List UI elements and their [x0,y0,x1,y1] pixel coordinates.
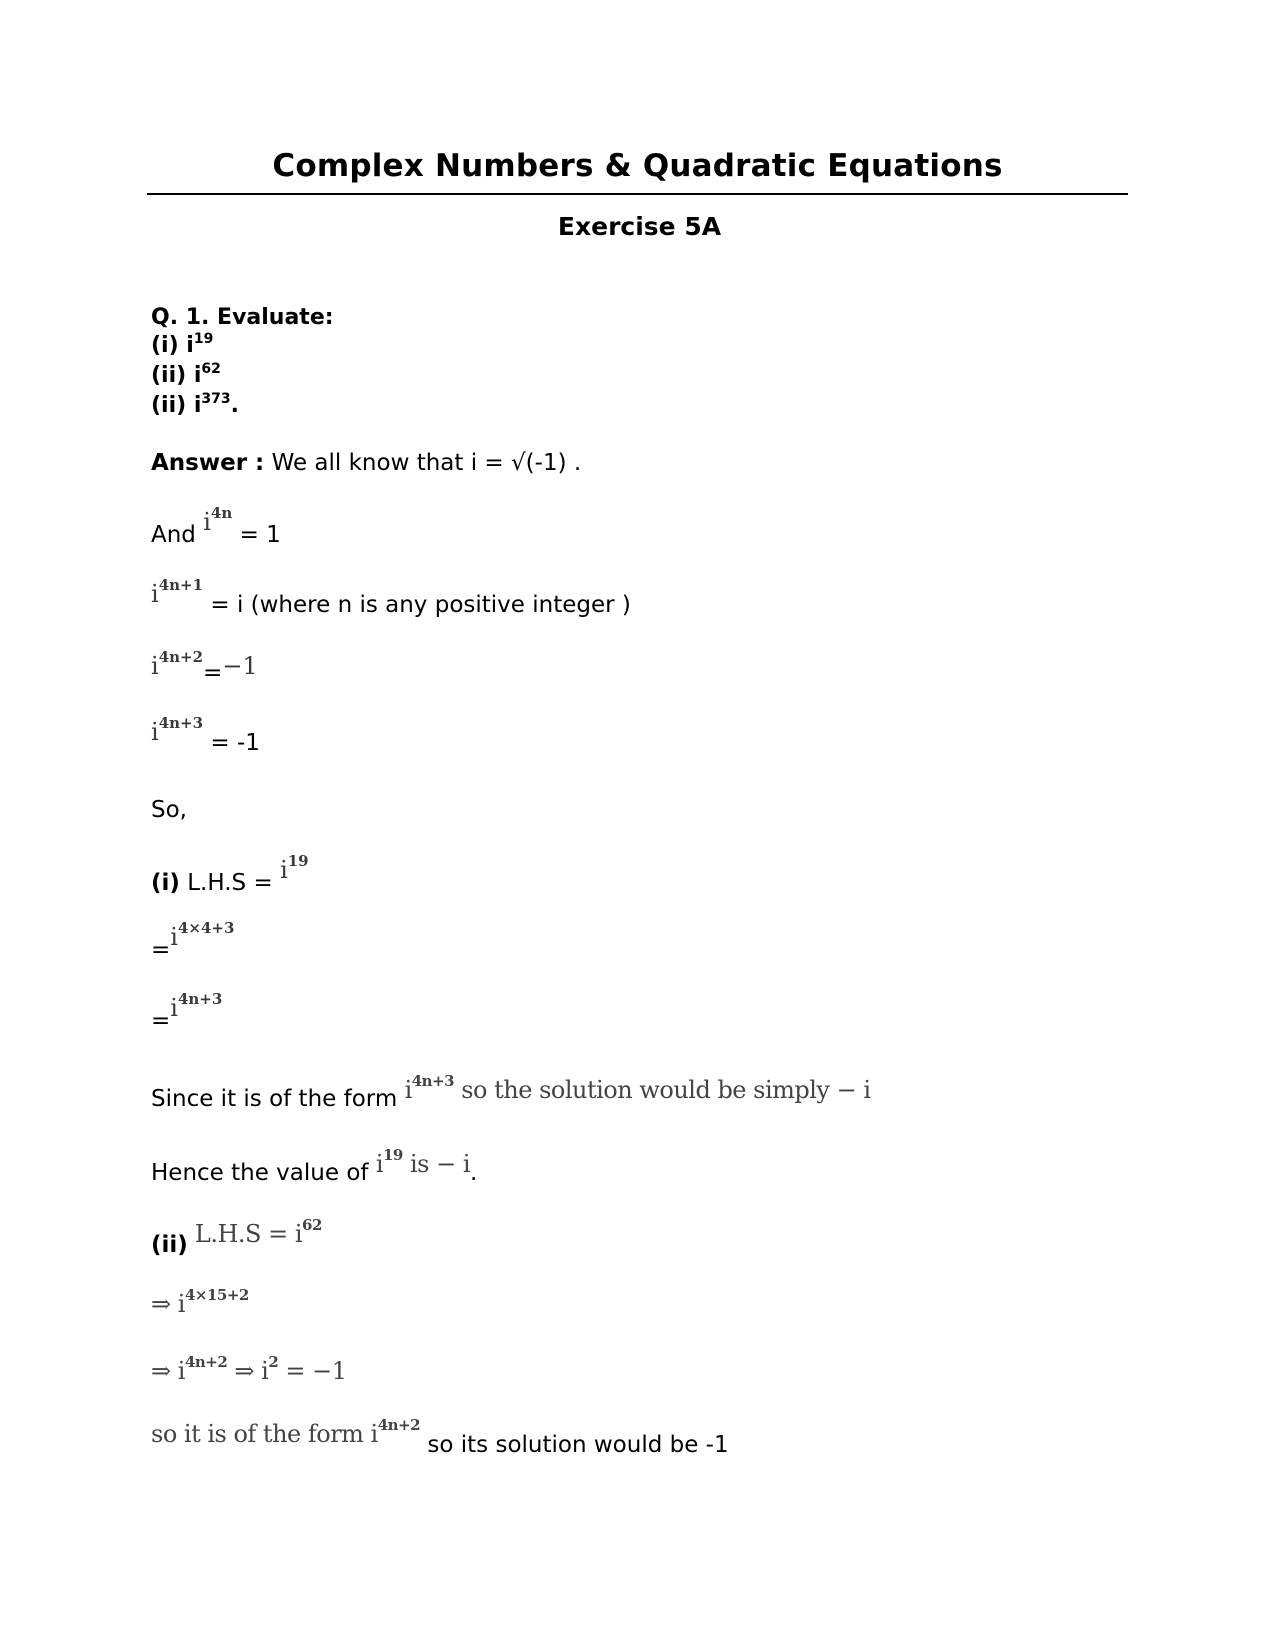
fact-i4n1: $i^{4n+1} = i$ (where n is any positive integer ) [151,576,631,618]
question-part-1: (i) $i^{19}$ [151,331,214,358]
fact-i4n2: $i^{4n+2}=-1$ [151,648,258,686]
part-i-step2: $=i^{4n+3}$ [151,990,223,1034]
answer-intro [151,450,581,476]
question-part-2: (ii) $i^{62}$ [151,361,221,388]
part-ii-step1: ⇒ $i^{4\times 15+2}$ [151,1286,249,1318]
answer-label: Answer : [151,450,265,476]
part-i-hence: Hence the value of $i^{19}$ is − i. [151,1146,478,1186]
so-text: So, [151,797,187,823]
part-ii-step2: ⇒ $i^{4n+2}$ ⇒ $i^2 = -1$ [151,1353,347,1385]
question-block [151,304,334,422]
question-part-3: (ii) $i^{373}$. [151,391,239,418]
part-i-step1: $=i^{4\times 4+3}$ [151,919,235,963]
question-heading: Q. 1. Evaluate: [151,305,334,330]
fact-i4n: And $i^{4n} = 1$ [151,504,281,548]
title-divider [147,193,1128,195]
answer-intro-text: We all know that i = √(-1) . [264,450,582,476]
part-ii-form: so it is of the form $i^{4n+2}$ so its solution would be -1 [151,1416,729,1458]
exercise-label: Exercise 5A [557,212,722,241]
part-ii-lhs: (ii) $L.H.S = i^{62}$ [151,1216,322,1258]
part-i-lhs: (i) $L.H.S = i^{19}$ [151,852,309,896]
exercise-heading [0,212,1275,241]
document-title: Complex Numbers & Quadratic Equations [272,148,1003,184]
part-i-since: Since it is of the form $i^{4n+3}$ so the solution would be simply − i [151,1072,871,1112]
fact-i4n3: $i^{4n+3} = -1$ [151,714,260,756]
